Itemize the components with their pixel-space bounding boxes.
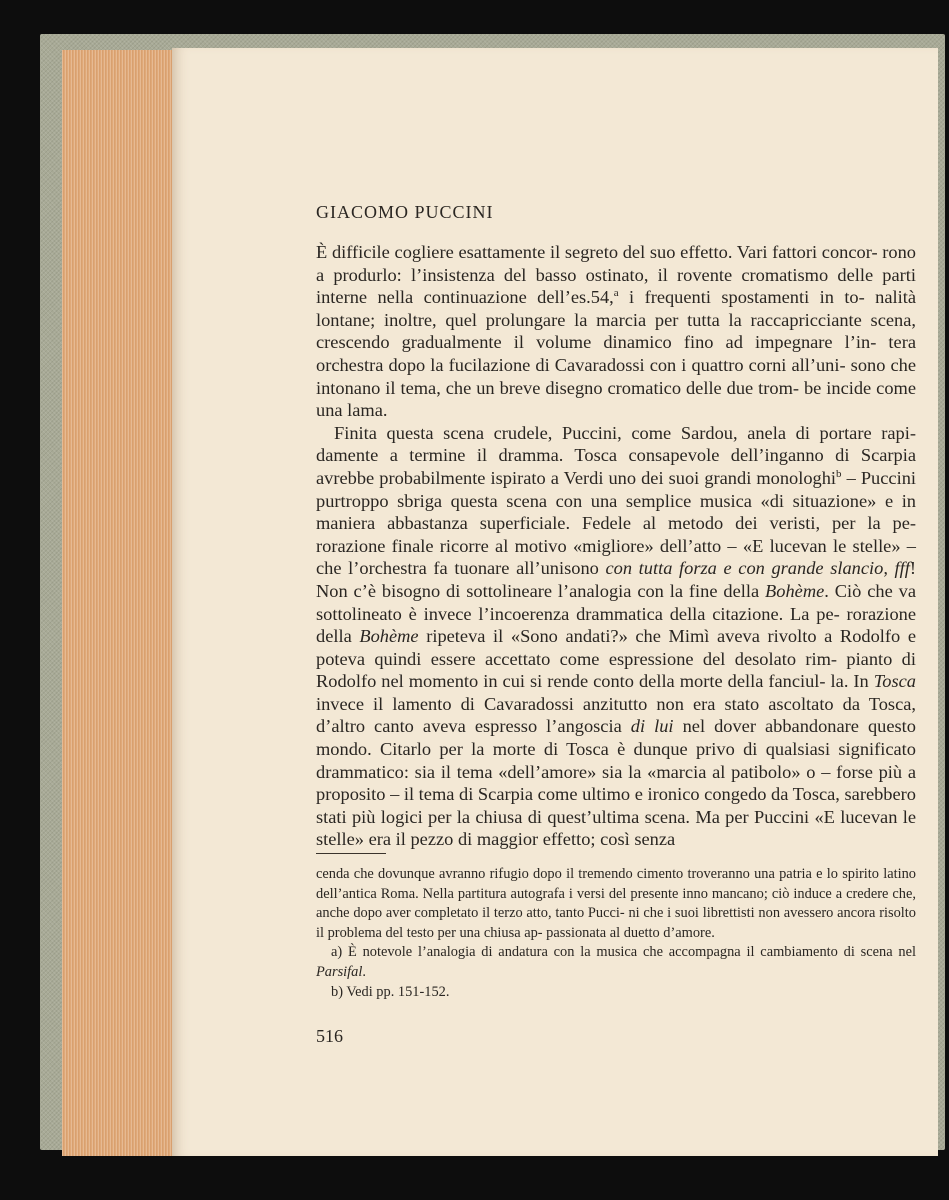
text-run: a) È notevole l’analogia di andatura con la musica che accompagna il cambiamento di scena nel bbox=[331, 944, 916, 961]
italic-text: Tosca bbox=[873, 671, 916, 692]
text-run: i frequenti spostamenti in to- nalità lontane; inoltre, quel prolungare la marcia per tutta la raccapricciante scena, crescendo gradualmente il volume dinamico fino ad impegnare l’in- tera orchestra dopo la fucilazione di Cavaradossi con i quattro corni all’uni- sono che intonano il tema, che un breve disegno cromatico delle due trom- be incide come una lama. bbox=[316, 287, 916, 421]
text-run: . Ciò che va sottolineato è invece l’incoerenza drammatica della citazione. La pe- rorazione della bbox=[316, 580, 916, 647]
italic-text: di lui bbox=[630, 716, 674, 737]
paragraph bbox=[316, 241, 916, 422]
text-run: b) Vedi pp. 151-152. bbox=[331, 983, 450, 1000]
paragraph bbox=[316, 422, 916, 851]
text-run: nel dover abbandonare questo mondo. Citarlo per la morte di Tosca è dunque privo di qualsiasi significato drammatico: sia il tema «dell’amore» sia la «marcia al patibolo» o – forse più a proposito – il tema di Scarpia come ultimo e ironico congedo da Tosca, sarebbero stati più logici per la chiusa di quest’ultima scena. Ma per Puccini «E lucevan le stelle» era il pezzo di maggior effetto; così senza bbox=[316, 716, 916, 850]
footnote-b bbox=[316, 983, 916, 1003]
italic-text: Bohème bbox=[359, 626, 419, 647]
page-number: 516 bbox=[316, 1026, 343, 1046]
text-run: Finita questa scena crudele, Puccini, come Sardou, anela di portare rapi- damente a termine il dramma. Tosca consapevole dell’inganno di Scarpia avrebbe probabilmente ispirato a Verdi uno dei suoi grandi monologhi bbox=[316, 422, 916, 488]
text-run: ripeteva il «Sono andati?» che Mimì aveva rivolto a Rodolfo e poteva quindi essere accettato come espressione del desolato rim- pianto di Rodolfo nel momento in cui si rende conto della morte della fanciul- la. In bbox=[316, 626, 916, 692]
footnote-rule bbox=[316, 853, 386, 854]
text-run: – Puccini purtroppo sbriga questa scena con una semplice musica «di situazione» e in maniera abbastanza superficiale. Fedele al metodo dei veristi, per la pe- rorazione finale ricorre al motivo «migliore» dell’atto – «E lucevan le stelle» – che l’orchestra fa tuonare all’unisono bbox=[316, 467, 916, 579]
footnote-marker: b bbox=[836, 467, 842, 480]
text-run: . bbox=[362, 963, 366, 980]
italic-text: con tutta forza e con grande slancio, fff bbox=[605, 558, 910, 579]
italic-text: Bohème bbox=[765, 580, 825, 601]
footnote-marker: a bbox=[613, 287, 619, 300]
text-run: invece il lamento di Cavaradossi anzitutto non era stato ascoltato da Tosca, d’altro canto aveva espresso l’angoscia bbox=[316, 693, 916, 737]
text-run: cenda che dovunque avranno rifugio dopo il tremendo cimento troveranno una patria e lo spirito latino dell’antica Roma. Nella partitura autografa i versi del presente inno mancano; ciò induce a credere che, anche dopo aver completato il terzo atto, tanto Pucci- ni che i suoi librettisti non avessero ancora risolto il problema del testo per una chiusa ap- passionata al duetto d’amore. bbox=[316, 866, 916, 941]
text-run: ! Non c’è bisogno di sottolineare l’analogia con la fine della bbox=[316, 558, 916, 601]
italic-text: Parsifal bbox=[316, 963, 363, 980]
body-text bbox=[316, 241, 916, 851]
running-head: GIACOMO PUCCINI bbox=[316, 202, 494, 222]
footnotes bbox=[316, 865, 916, 1002]
text-run: È difficile cogliere esattamente il segreto del suo effetto. Vari fattori concor- rono a produrlo: l’insistenza del basso ostinato, il rovente cromatismo delle parti interne nella continuazione dell’es.54, bbox=[316, 242, 916, 308]
footnote-a bbox=[316, 943, 916, 982]
footnote-continuation bbox=[316, 865, 916, 943]
page-edges bbox=[62, 50, 174, 1156]
